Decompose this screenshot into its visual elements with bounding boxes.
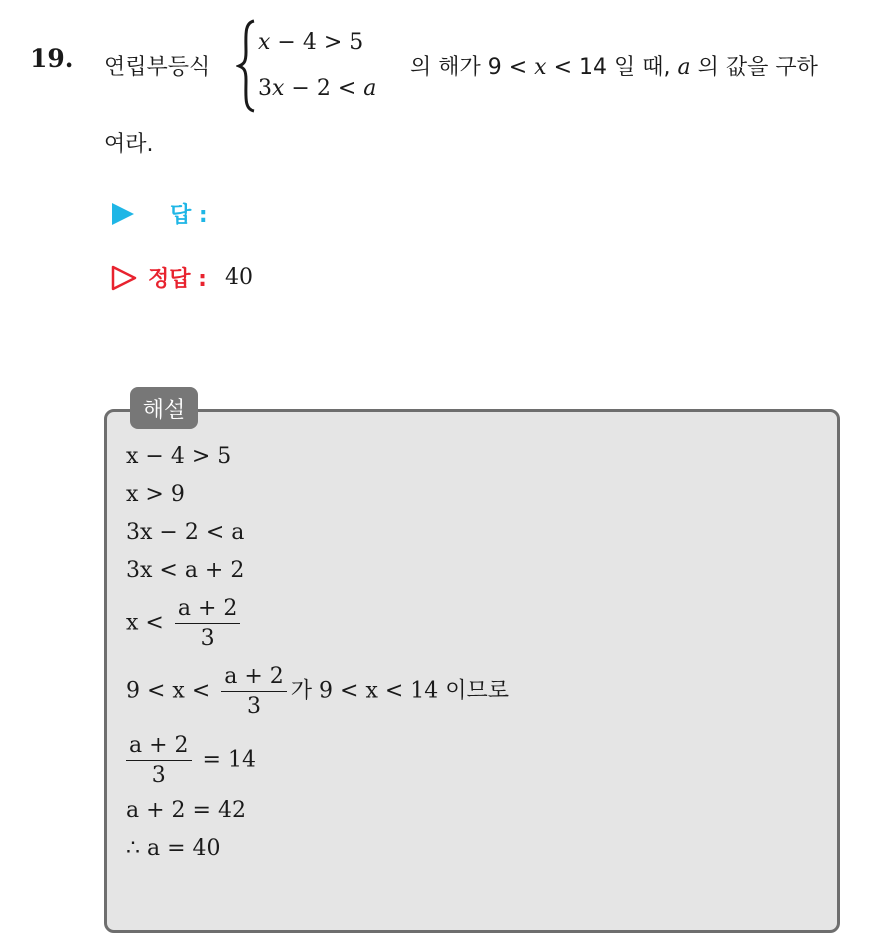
fraction-denominator: 3: [200, 626, 215, 651]
outline-triangle-right-icon: [110, 264, 138, 292]
system-line-1: [258, 30, 363, 55]
solution-line-6-prefix: 9 < x <: [126, 678, 218, 704]
fraction: [126, 733, 192, 788]
question-rest-1: 의 해가 9 <: [410, 55, 535, 80]
system-line-2: [258, 76, 376, 101]
var-x: x: [534, 55, 547, 80]
var-x: x: [272, 76, 285, 101]
question-number: 19.: [30, 44, 74, 73]
solution-line-1: x − 4 > 5: [126, 444, 232, 469]
explanation-tag: 해설: [130, 387, 198, 429]
correct-answer-value: 40: [224, 265, 253, 290]
fraction-numerator: a + 2: [221, 664, 287, 692]
question-rest: [410, 50, 818, 81]
coef: 3: [258, 76, 272, 101]
question-rest-2: < 14 일 때,: [546, 55, 678, 80]
solution-line-8: a + 2 = 42: [126, 798, 246, 823]
solution-line-9: ∴ a = 40: [126, 836, 221, 861]
fraction-numerator: a + 2: [175, 596, 241, 624]
left-brace-icon: [236, 18, 258, 114]
solution-line-6-korean-2: 이므로: [445, 678, 510, 704]
answer-row: [110, 198, 208, 229]
solution-line-6-suffix: 9 < x < 14: [312, 678, 446, 704]
system-line-1-rest: − 4 > 5: [270, 30, 364, 55]
correct-answer-row: [110, 262, 253, 293]
answer-label: 답 :: [170, 203, 208, 228]
var-a: a: [677, 55, 691, 80]
solution-line-6-korean-1: 가: [290, 678, 313, 704]
fraction-denominator: 3: [247, 694, 262, 719]
correct-answer-label: 정답 :: [148, 267, 207, 292]
question-line-2: 여라.: [104, 132, 154, 157]
var-a: a: [363, 76, 377, 101]
solid-triangle-right-icon: [110, 201, 136, 227]
solution-line-4: 3x < a + 2: [126, 558, 245, 583]
fraction-denominator: 3: [151, 763, 166, 788]
solution-line-7-suffix: = 14: [195, 747, 256, 773]
solution-line-5-prefix: x <: [126, 610, 171, 636]
solution-line-7: [126, 733, 256, 788]
question-rest-3: 의 값을 구하: [690, 55, 818, 80]
solution-line-5: [126, 596, 244, 651]
solution-line-3: 3x − 2 < a: [126, 520, 245, 545]
fraction-numerator: a + 2: [126, 733, 192, 761]
system-line-2-mid: − 2 <: [284, 76, 364, 101]
solution-line-6: [126, 664, 509, 719]
var-x: x: [258, 30, 271, 55]
fraction: [175, 596, 241, 651]
fraction: [221, 664, 287, 719]
question-lead: 연립부등식: [104, 55, 211, 80]
solution-line-2: x > 9: [126, 482, 185, 507]
